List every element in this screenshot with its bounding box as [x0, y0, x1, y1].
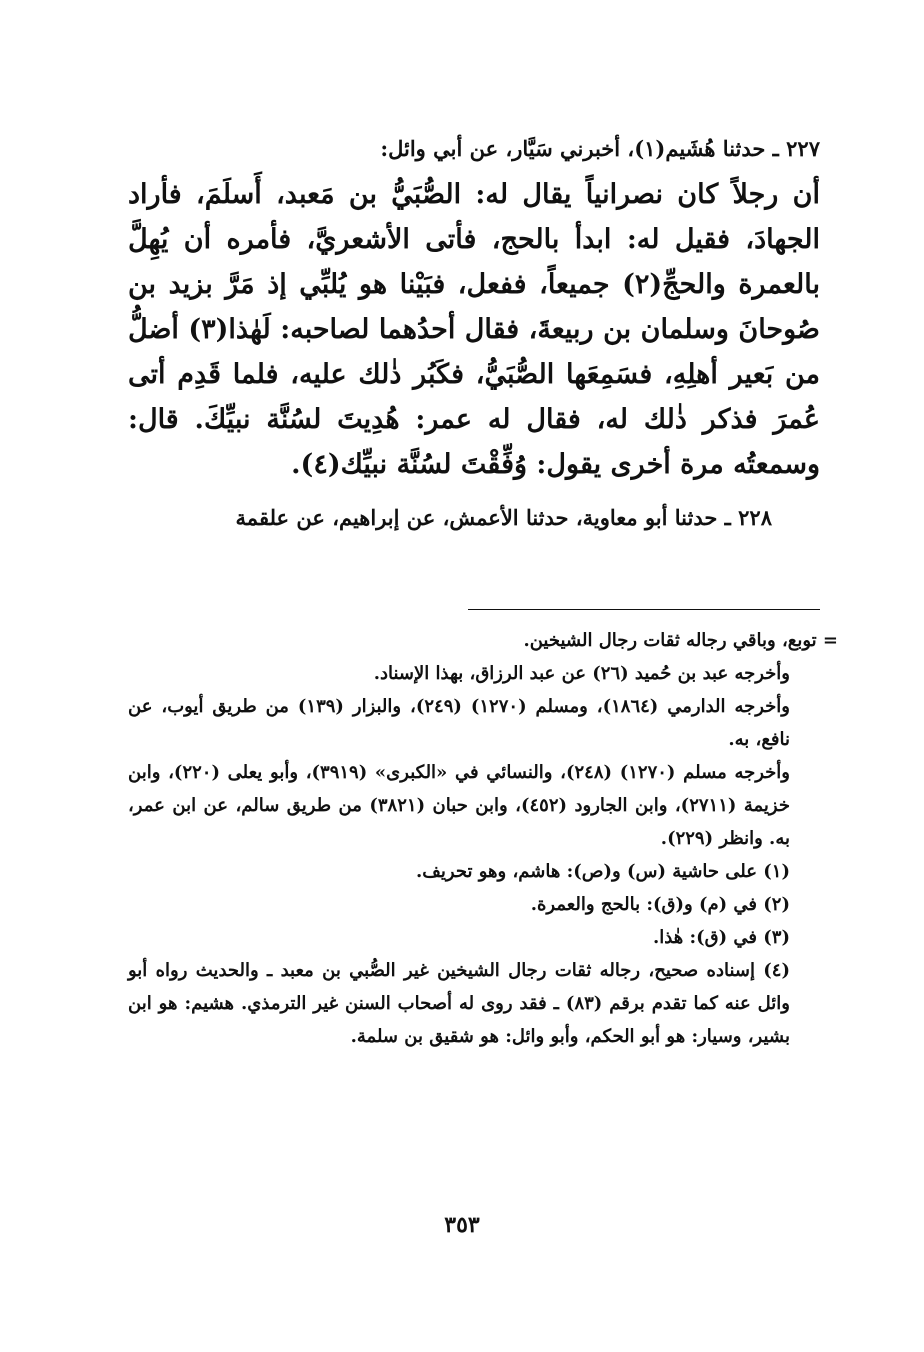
footnote-takhrij-2: وأخرجه الدارمي (١٨٦٤)، ومسلم (١٢٧٠) (٢٤٩)، والبزار (١٣٩) من طريق أيوب، عن نافع، به.: [128, 696, 790, 750]
footnote-3: (٣) في (ق): هٰذا.: [653, 927, 790, 948]
main-text: [128, 124, 820, 535]
footnotes: [128, 624, 838, 1053]
footnote-1: (١) على حاشية (س) و(ص): هاشم، وهو تحريف.: [415, 861, 790, 882]
hadith-227-heading: ٢٢٧ ـ حدثنا هُشَيم(١)، أخبرني سَيَّار، عن أبي وائل:: [380, 136, 820, 161]
footnote-takhrij-1: وأخرجه عبد بن حُميد (٢٦) عن عبد الرزاق، بهذا الإسناد.: [373, 663, 790, 684]
footnote-2: (٢) في (م) و(ق): بالحج والعمرة.: [530, 894, 790, 915]
footnote-divider: [468, 609, 820, 610]
hadith-227-body: أن رجلاً كان نصرانياً يقال له: الصُّبَيُّ بن مَعبد، أَسلَمَ، فأراد الجهادَ، فقيل له: ابدأ بالحج، فأتى الأشعريَّ، فأمره أن يُهِلَّ بالعمرة والحجِّ(٢) جميعاً، ففعل، فبَيْنا هو يُلبِّي إذ مَرَّ بزيد بن صُوحانَ وسلمان بن ربيعةَ، فقال أحدُهما لصاحبه: لَهٰذا(٣) أضلُّ من بَعير أهلِهِ، فسَمِعَها الصُّبَيُّ، فكَبُر ذٰلك عليه، فلما قَدِم أتى عُمرَ فذكر ذٰلك له، فقال له عمر: هُدِيتَ لسُنَّة نبيِّكَ. قال: وسمعتُه مرة أخرى يقول: وُفِّقْتَ لسُنَّة نبيِّك(٤).: [128, 179, 820, 480]
page-number: ٣٥٣: [444, 1212, 480, 1238]
footnote-4: (٤) إسناده صحيح، رجاله ثقات رجال الشيخين غير الصُّبي بن معبد ـ والحديث رواه أبو وائل عنه كما تقدم برقم (٨٣) ـ فقد روى له أصحاب السنن غير الترمذي. هشيم: هو ابن بشير، وسيار: هو أبو الحكم، وأبو وائل: هو شقيق بن سلمة.: [128, 960, 791, 1047]
footnote-takhrij-3: وأخرجه مسلم (١٢٧٠) (٢٤٨)، والنسائي في «الكبرى» (٣٩١٩)، وأبو يعلى (٢٢٠)، وابن خزيمة (٢٧١١)، وابن الجارود (٤٥٢)، وابن حبان (٣٨٢١) من طريق سالم، عن ابن عمر، به. وانظر (٢٢٩).: [128, 762, 790, 849]
hadith-228-heading: ٢٢٨ ـ حدثنا أبو معاوية، حدثنا الأعمش، عن إبراهيم، عن علقمة: [235, 505, 772, 530]
footnote-carry-over: = توبع، وباقي رجاله ثقات رجال الشيخين.: [523, 630, 838, 651]
